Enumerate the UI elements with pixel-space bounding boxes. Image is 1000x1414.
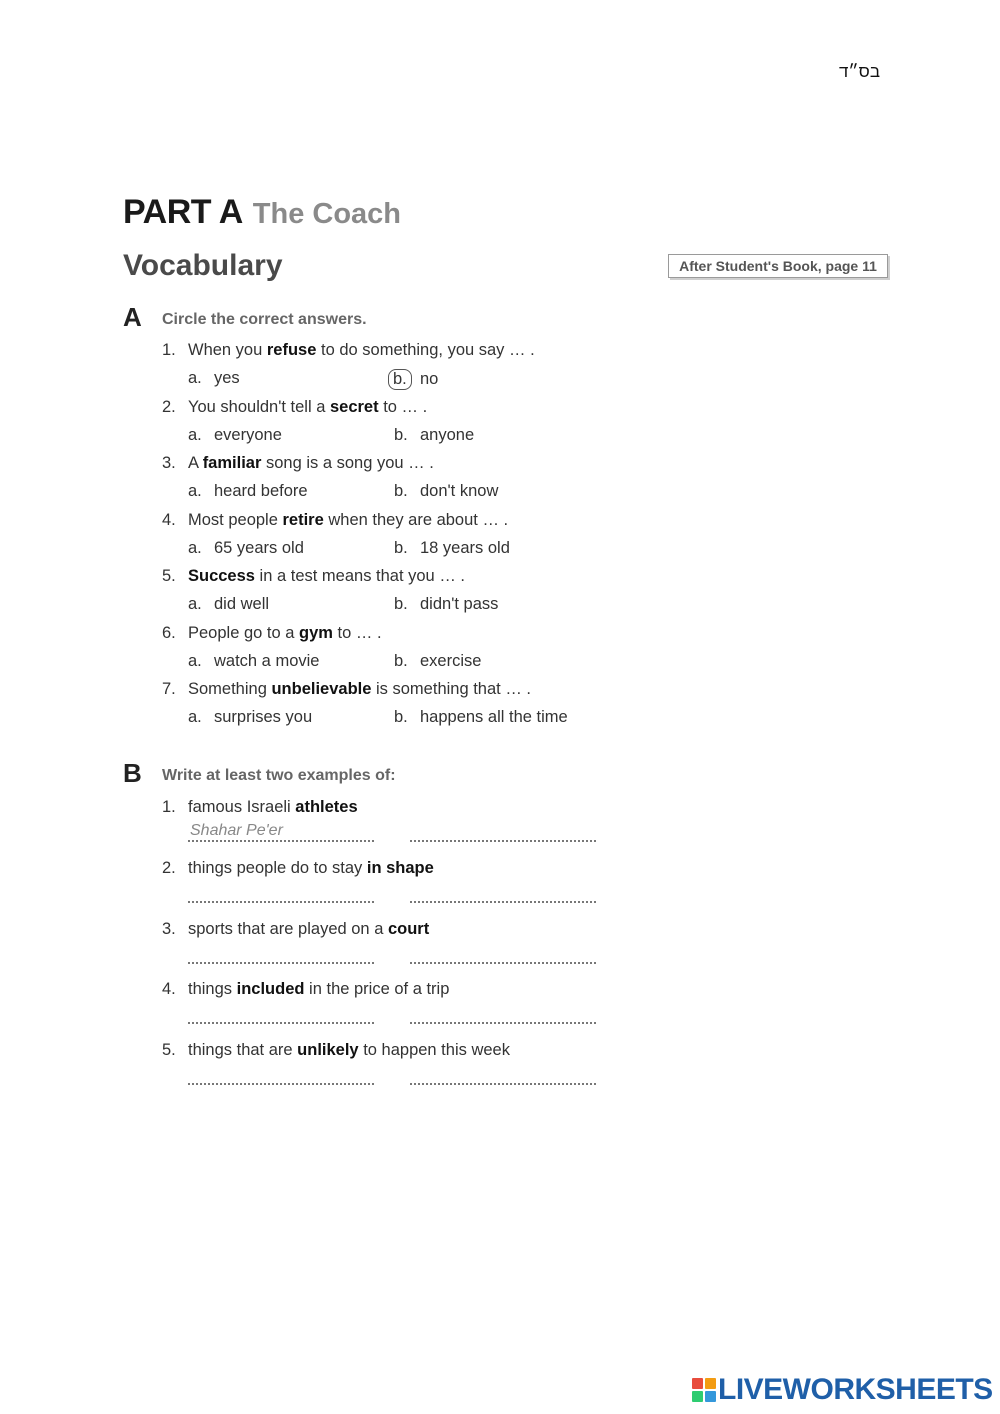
- answer-1-dotted-line: [188, 901, 374, 903]
- logo-grid-icon: [692, 1378, 716, 1402]
- option-b-text: 18 years old: [420, 538, 510, 557]
- answer-1-dotted-line: [188, 1083, 374, 1085]
- prompt-line: [162, 798, 358, 817]
- option-b[interactable]: [394, 708, 568, 727]
- item-text-post: to happen this week: [358, 1041, 510, 1060]
- option-b[interactable]: [394, 426, 474, 445]
- page-title: [123, 193, 401, 232]
- option-b-text: don't know: [420, 482, 499, 500]
- option-a-label: a.: [188, 651, 202, 670]
- answer-field-1[interactable]: [188, 1002, 374, 1024]
- option-a[interactable]: [188, 539, 304, 558]
- question-number: 3.: [162, 454, 176, 472]
- option-a-text: surprises you: [214, 708, 313, 726]
- answer-field-1[interactable]: [188, 1063, 374, 1085]
- option-a-label: a.: [188, 595, 202, 613]
- option-b-text: didn't pass: [420, 595, 499, 613]
- option-a-label: a.: [188, 425, 202, 444]
- item-number: 4.: [162, 980, 176, 999]
- item-text-pre: sports that are played on a: [188, 919, 388, 938]
- question-keyword: familiar: [202, 454, 262, 472]
- option-b-label: b.: [394, 651, 408, 670]
- question-text-post: to … .: [332, 623, 382, 642]
- answer-1-dotted-line: [188, 840, 374, 842]
- answer-field-2[interactable]: [410, 881, 596, 903]
- question-text-post: song is a song you … .: [261, 454, 434, 472]
- option-b-label: b.: [394, 708, 408, 726]
- question-line: [162, 511, 508, 530]
- answer-2-dotted-line: [410, 1083, 596, 1085]
- answer-2-dotted-line: [410, 901, 596, 903]
- section-b-instruction: Write at least two examples of:: [162, 767, 396, 784]
- answer-2-dotted-line: [410, 1022, 596, 1024]
- option-a[interactable]: [188, 482, 308, 501]
- option-b-label: b.: [394, 425, 408, 444]
- answer-field-1[interactable]: [188, 881, 374, 903]
- option-a-label: a.: [188, 538, 202, 557]
- option-a[interactable]: [188, 369, 240, 388]
- answer-1-text: Shahar Pe'er: [190, 822, 283, 839]
- prompt-line: [162, 980, 449, 999]
- item-text-pre: things that are: [188, 1041, 298, 1060]
- option-a-text: watch a movie: [214, 651, 320, 670]
- item-keyword: athletes: [295, 798, 358, 816]
- option-b-text: no: [420, 370, 439, 388]
- question-keyword: secret: [329, 397, 379, 416]
- circled-answer-mark: b.: [388, 369, 412, 390]
- item-text-pre: things people do to stay: [188, 858, 367, 877]
- option-b-label: b.: [394, 595, 408, 613]
- option-b-label: b.: [394, 538, 408, 557]
- question-line: [162, 624, 382, 643]
- option-a-label: a.: [188, 482, 202, 500]
- part-label: PART A: [123, 193, 243, 231]
- question-keyword: Success: [188, 567, 255, 585]
- option-b[interactable]: [394, 539, 510, 558]
- item-number: 2.: [162, 858, 176, 877]
- option-a[interactable]: [188, 595, 269, 614]
- option-a[interactable]: [188, 426, 282, 445]
- option-b[interactable]: [394, 595, 498, 614]
- item-keyword: included: [236, 980, 305, 999]
- question-number: 2.: [162, 397, 176, 416]
- option-a[interactable]: [188, 708, 312, 727]
- question-keyword: gym: [299, 623, 333, 642]
- option-b[interactable]: [394, 369, 438, 390]
- question-number: 6.: [162, 623, 176, 642]
- option-b[interactable]: [394, 482, 498, 501]
- question-keyword: unbelievable: [271, 680, 372, 698]
- question-text-pre: When you: [188, 341, 267, 359]
- answer-field-2[interactable]: [410, 1002, 596, 1024]
- answer-1-dotted-line: [188, 1022, 374, 1024]
- item-text-pre: famous Israeli: [188, 798, 296, 816]
- option-b-label: b.: [394, 482, 408, 500]
- answer-1-dotted-line: [188, 962, 374, 964]
- section-a-instruction: Circle the correct answers.: [162, 311, 367, 328]
- item-number: 3.: [162, 919, 176, 938]
- option-a[interactable]: [188, 652, 319, 671]
- option-a-text: everyone: [214, 425, 282, 444]
- question-number: 7.: [162, 680, 176, 698]
- question-keyword: retire: [282, 510, 324, 529]
- question-number: 1.: [162, 341, 176, 359]
- item-keyword: unlikely: [297, 1041, 359, 1060]
- option-b-text: anyone: [420, 425, 475, 444]
- question-number: 5.: [162, 567, 176, 585]
- reference-box: After Student's Book, page 11: [668, 254, 888, 278]
- prompt-line: [162, 859, 434, 878]
- answer-2-dotted-line: [410, 962, 596, 964]
- question-text-post: is something that … .: [371, 680, 531, 698]
- answer-field-1[interactable]: [188, 820, 374, 842]
- answer-field-2[interactable]: [410, 942, 596, 964]
- question-text-pre: Most people: [188, 510, 283, 529]
- option-a-label: a.: [188, 708, 202, 726]
- item-keyword: in shape: [366, 858, 434, 877]
- item-number: 5.: [162, 1041, 176, 1060]
- item-text-post: in the price of a trip: [304, 980, 450, 999]
- question-line: [162, 680, 531, 699]
- question-number: 4.: [162, 510, 176, 529]
- part-subtitle: The Coach: [252, 198, 402, 230]
- option-a-text: heard before: [214, 482, 308, 500]
- option-a-text: did well: [214, 595, 270, 613]
- question-text-pre: Something: [188, 680, 272, 698]
- question-text-pre: People go to a: [188, 623, 300, 642]
- question-text-post: to … .: [378, 397, 428, 416]
- question-line: [162, 454, 434, 473]
- section-b-letter: B: [123, 758, 142, 788]
- option-a-text: yes: [214, 369, 240, 387]
- option-b-text: exercise: [420, 651, 482, 670]
- item-text-pre: things: [188, 980, 237, 999]
- question-keyword: refuse: [266, 341, 317, 359]
- question-text-pre: A: [188, 454, 203, 472]
- question-line: [162, 341, 535, 360]
- answer-field-2[interactable]: [410, 1063, 596, 1085]
- answer-field-1[interactable]: [188, 942, 374, 964]
- option-a-label: a.: [188, 369, 202, 387]
- question-text-post: when they are about … .: [323, 510, 509, 529]
- question-text-post: in a test means that you … .: [254, 567, 465, 585]
- logo-text: LIVEWORKSHEETS: [718, 1373, 993, 1406]
- option-b-text: happens all the time: [420, 708, 568, 726]
- option-b-label: [394, 369, 420, 390]
- answer-field-2[interactable]: [410, 820, 596, 842]
- option-b[interactable]: [394, 652, 481, 671]
- answer-2-dotted-line: [410, 840, 596, 842]
- hebrew-header-mark: בס״ד: [839, 62, 880, 81]
- question-line: [162, 398, 427, 417]
- item-number: 1.: [162, 798, 176, 816]
- section-heading: Vocabulary: [123, 249, 283, 282]
- option-a-text: 65 years old: [214, 538, 304, 557]
- item-keyword: court: [387, 919, 430, 938]
- prompt-line: [162, 1041, 510, 1060]
- section-a-letter: A: [123, 302, 142, 332]
- question-text-post: to do something, you say … .: [316, 341, 535, 359]
- prompt-line: [162, 920, 429, 939]
- question-text-pre: You shouldn't tell a: [188, 397, 330, 416]
- liveworksheets-logo: [692, 1373, 993, 1407]
- question-line: [162, 567, 465, 586]
